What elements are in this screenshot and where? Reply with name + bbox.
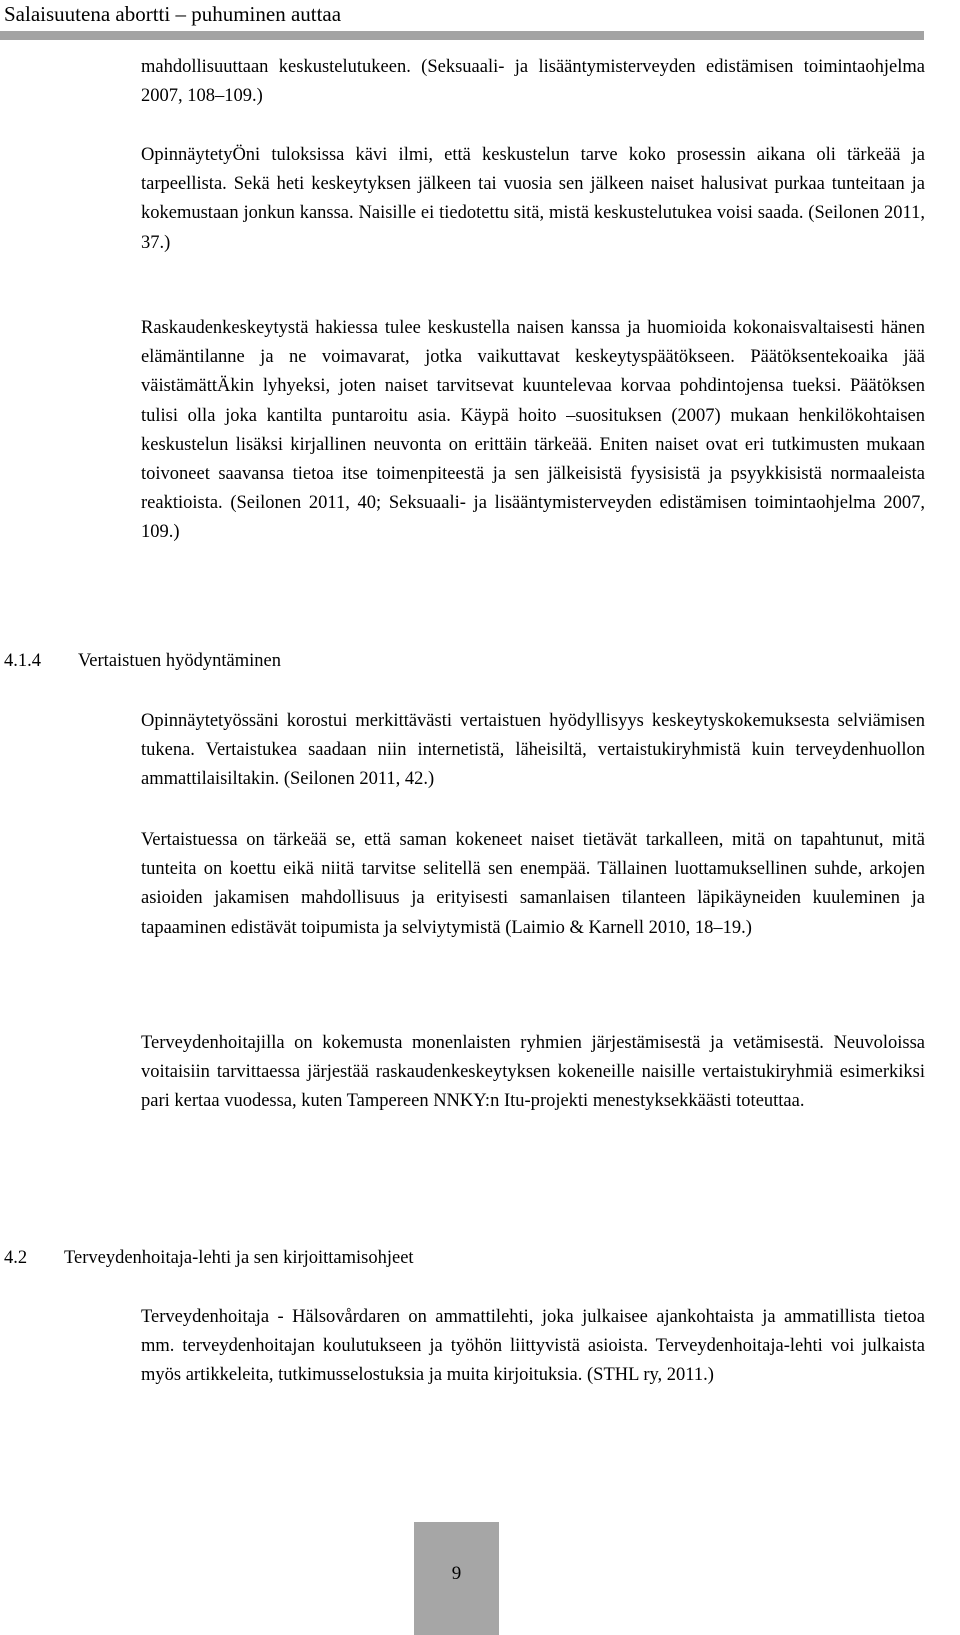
paragraph: OpinnäytetyÖni tuloksissa kävi ilmi, että keskustelun tarve koko prosessin aikana oli tärkeää ja tarpeellista. Sekä heti keskeytyksen jälkeen tai vuosia sen jälkeen naiset halusivat purkaa tunteitaan ja kokemustaan jonkun kanssa. Naisille ei tiedotettu sitä, mistä keskustelutukea voisi saada. (Seilonen 2011, 37.) <box>141 145 925 253</box>
section-title: Vertaistuen hyödyntäminen <box>78 651 281 671</box>
section-number: 4.2 <box>4 1248 28 1268</box>
paragraph: Raskaudenkeskeytystä hakiessa tulee keskustella naisen kanssa ja huomioida kokonaisvaltaisesti hänen elämäntilanne ja ne voimavarat, jotka vaikuttavat keskeytyspäätökseen. Päätöksentekoaika jää väistämättÄkin lyhyeksi, joten naiset tarvitsevat kuuntelevaa korvaa pohdintojensa tueksi. Päätöksen tulisi olla joka kantilta puntaroitu asia. Käypä hoito –suosituksen (2007) mukaan henkilökohtaisen keskustelun lisäksi kirjallinen neuvonta on erittäin tärkeää. Eniten naiset ovat eri tutkimusten mukaan toivoneet saavansa tietoa itse toimenpiteestä ja sen jälkeisistä fyysisistä ja psyykkisistä normaaleista reaktioista. (Seilonen 2011, 40; Seksuaali- ja lisääntymisterveyden edistämisen toimintaohjelma 2007, 109.) <box>141 318 925 543</box>
section-title: Terveydenhoitaja-lehti ja sen kirjoittamisohjeet <box>64 1248 414 1268</box>
section-heading <box>4 1245 414 1271</box>
section-number: 4.1.4 <box>4 651 41 671</box>
paragraph: mahdollisuuttaan keskustelutukeen. (Seksuaali- ja lisääntymisterveyden edistämisen toimintaohjelma 2007, 108–109.) <box>141 57 925 107</box>
section-heading <box>4 648 281 674</box>
header-rule <box>0 31 924 40</box>
page-number: 9 <box>451 1563 462 1584</box>
page-header <box>0 0 960 42</box>
paragraph: Terveydenhoitajilla on kokemusta monenlaisten ryhmien järjestämisestä ja vetämisestä. Neuvoloissa voitaisiin tarvittaessa järjestää raskaudenkeskeytyksen kokeneille naisille vertaistukiryhmiä esimerkiksi pari kertaa vuodessa, kuten Tampereen NNKY:n Itu-projekti menestyksekkäästi toteuttaa. <box>141 1033 925 1112</box>
header-title: Salaisuutena abortti – puhuminen auttaa <box>4 2 342 26</box>
paragraph: Opinnäytetyössäni korostui merkittävästi vertaistuen hyödyllisyys keskeytyskokemuksesta selviämisen tukena. Vertaistukea saadaan niin internetistä, läheisiltä, vertaistukiryhmistä kuin terveydenhuollon ammattilaisiltakin. (Seilonen 2011, 42.) <box>141 711 925 790</box>
paragraph: Vertaistuessa on tärkeää se, että saman kokeneet naiset tietävät tarkalleen, mitä on tapahtunut, mitä tunteita on koettu eikä niitä tarvitse selitellä sen enempää. Tällainen luottamuksellinen suhde, arkojen asioiden jakamisen mahdollisuus ja erityisesti samanlaisen tilanteen läpikäyneiden kuuleminen ja tapaaminen edistävät toipumista ja selviytymistä (Laimio & Karnell 2010, 18–19.) <box>141 830 925 938</box>
page-number-box <box>414 1522 499 1635</box>
paragraph: Terveydenhoitaja - Hälsovårdaren on ammattilehti, joka julkaisee ajankohtaista ja ammatillista tietoa mm. terveydenhoitajan koulutukseen ja työhön liittyvistä asioista. Terveydenhoitaja-lehti voi julkaista myös artikkeleita, tutkimusselostuksia ja muita kirjoituksia. (STHL ry, 2011.) <box>141 1307 925 1386</box>
